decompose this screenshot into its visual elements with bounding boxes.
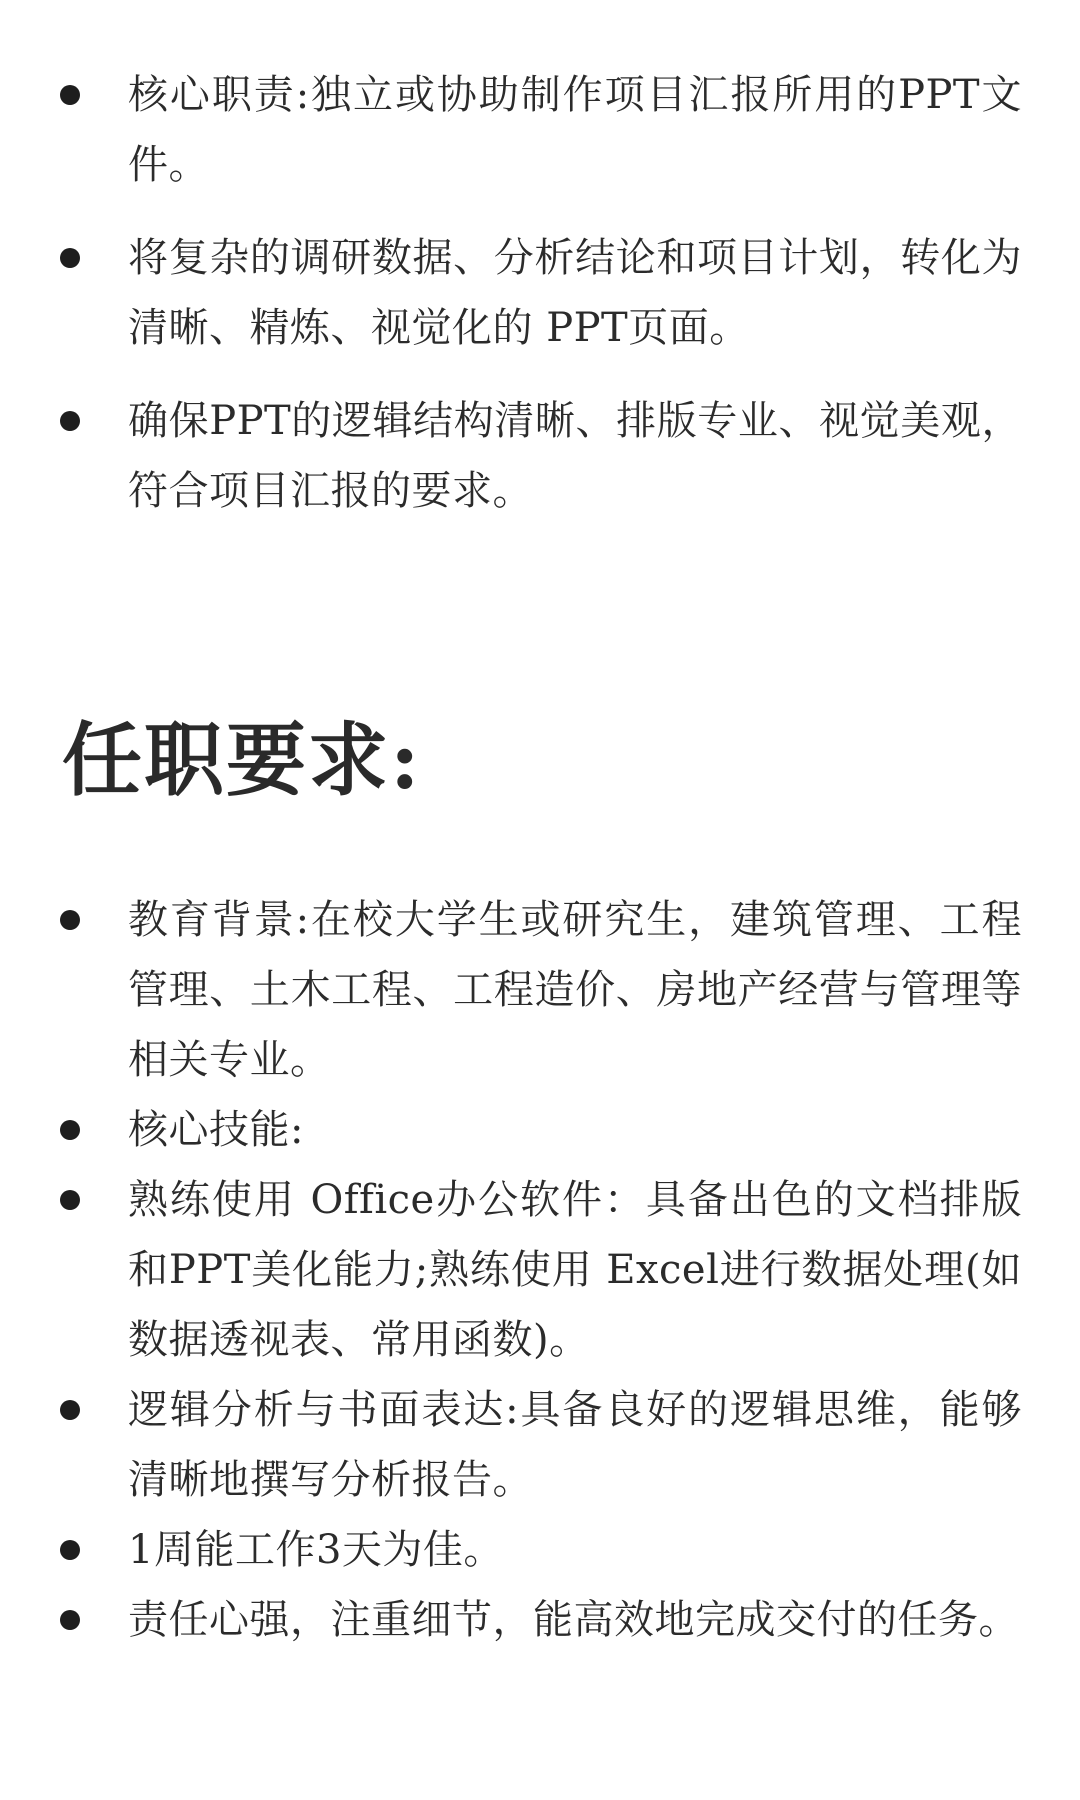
- duty-text: 核心职责:独立或协助制作项目汇报所用的PPT文件。: [128, 72, 1022, 188]
- duties-list: [0, 60, 1080, 549]
- bullet-dot-icon: [60, 1610, 80, 1630]
- bullet-dot-icon: [60, 1540, 80, 1560]
- bullet-dot-icon: [60, 411, 80, 431]
- list-item: [0, 885, 1080, 1095]
- requirements-list: [0, 885, 1080, 1655]
- requirement-text: 责任心强，注重细节，能高效地完成交付的任务。: [128, 1597, 1019, 1643]
- duty-text: 确保PPT的逻辑结构清晰、排版专业、视觉美观，符合项目汇报的要求。: [128, 398, 1022, 514]
- requirement-text: 教育背景:在校大学生或研究生，建筑管理、工程管理、土木工程、工程造价、房地产经营与管理等相关专业。: [128, 897, 1022, 1083]
- bullet-dot-icon: [60, 85, 80, 105]
- list-item: [0, 60, 1080, 200]
- list-item: [0, 1095, 1080, 1165]
- list-item: [0, 223, 1080, 363]
- list-item: [0, 1375, 1080, 1515]
- requirement-text: 1周能工作3天为佳。: [128, 1527, 504, 1573]
- bullet-dot-icon: [60, 1400, 80, 1420]
- list-item: [0, 1515, 1080, 1585]
- requirement-text: 逻辑分析与书面表达:具备良好的逻辑思维，能够清晰地撰写分析报告。: [128, 1387, 1022, 1503]
- bullet-dot-icon: [60, 910, 80, 930]
- list-item: [0, 1585, 1080, 1655]
- bullet-dot-icon: [60, 248, 80, 268]
- bullet-dot-icon: [60, 1120, 80, 1140]
- duty-text: 将复杂的调研数据、分析结论和项目计划，转化为清晰、精炼、视觉化的 PPT页面。: [128, 235, 1022, 351]
- requirement-text: 熟练使用 Office办公软件：具备出色的文档排版和PPT美化能力;熟练使用 Excel进行数据处理(如数据透视表、常用函数)。: [128, 1177, 1022, 1363]
- list-item: [0, 386, 1080, 526]
- requirements-heading: 任职要求:: [62, 713, 422, 807]
- bullet-dot-icon: [60, 1190, 80, 1210]
- list-item: [0, 1165, 1080, 1375]
- requirement-text: 核心技能:: [128, 1107, 304, 1153]
